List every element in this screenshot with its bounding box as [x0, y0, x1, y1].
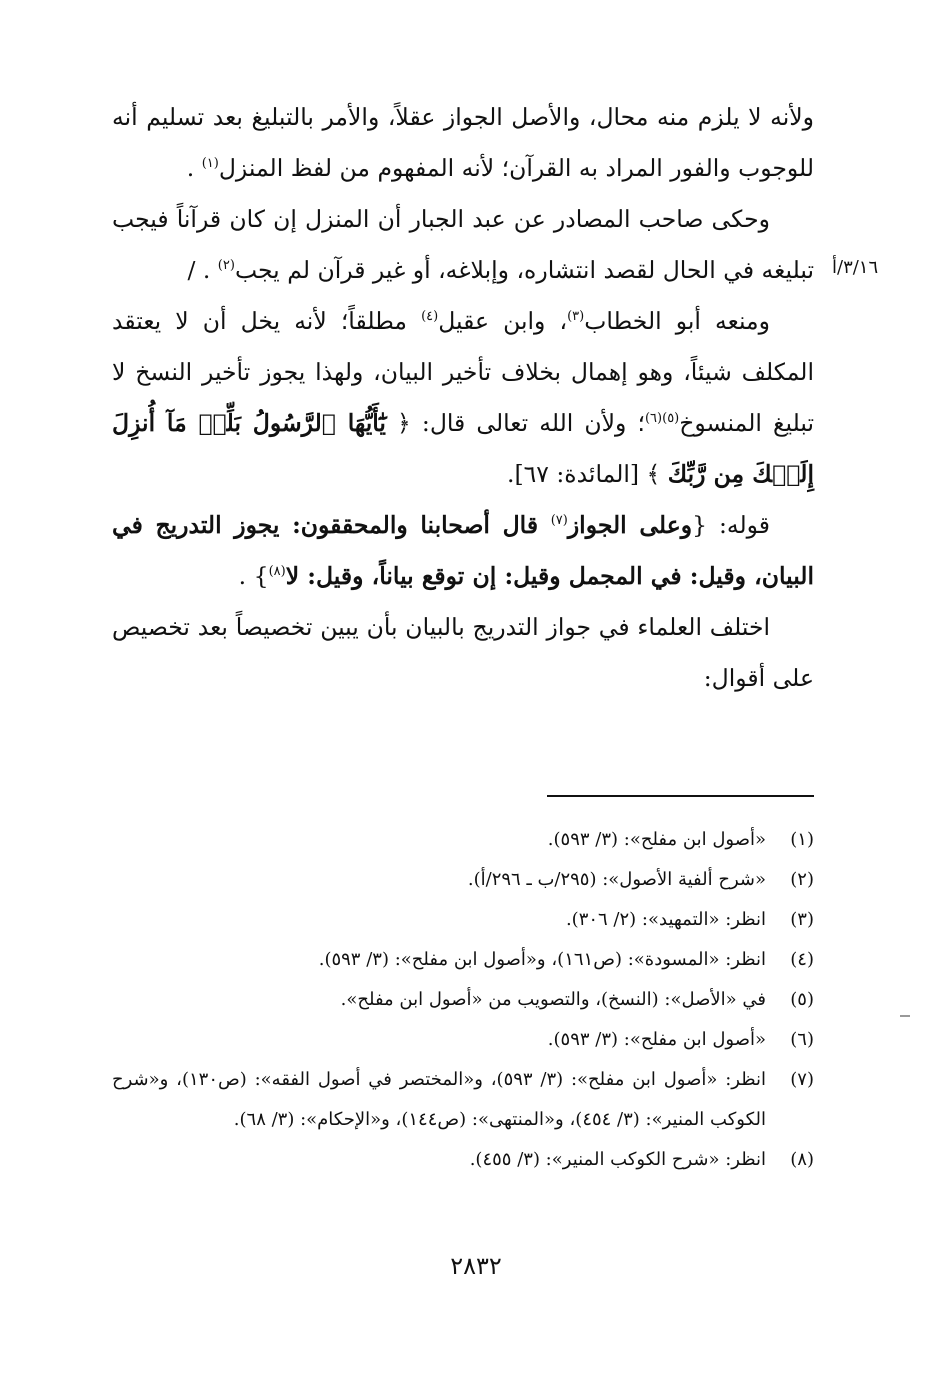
footnote-number: (١) [790, 829, 814, 850]
paragraph [112, 92, 814, 194]
footnote-reference: (٥)(٦) [644, 411, 680, 427]
paragraph-text: . [186, 154, 202, 182]
footnote-number: (٣) [790, 909, 814, 930]
footnote [112, 1060, 814, 1140]
paragraph-text: . / [187, 256, 218, 284]
paragraph-text: مطلقاً؛ لأنه يخل أن لا يعتقد المكلف شيئاً، وهو إهمال بخلاف تأخير البيان، ولهذا يجوز تأخير النسخ لا تبليغ المنسوخ [112, 307, 814, 437]
footnote-reference: (٨) [268, 564, 286, 580]
footnote-number: (٦) [790, 1029, 814, 1050]
footnote [112, 860, 814, 900]
footnote-number: (٤) [790, 949, 814, 970]
footnote-reference: (٣) [567, 309, 585, 325]
footnote-number: (٨) [790, 1149, 814, 1170]
footnote-text: انظر: «المسودة»: (ص١٦١)، و«أصول ابن مفلح»: (٣/ ٥٩٣). [318, 949, 766, 970]
page-number: ٢٨٣٢ [450, 1252, 502, 1280]
footnote-number: (٢) [790, 869, 814, 890]
paragraph [112, 500, 814, 602]
footnote [112, 1140, 814, 1180]
scan-speck [900, 1015, 910, 1017]
footnote [112, 820, 814, 860]
footnote-reference: (٢) [217, 258, 235, 274]
paragraph-text: ﴾ [المائدة: ٦٧]. [506, 460, 668, 488]
paragraph-text: ، وابن عقيل [438, 307, 568, 335]
footnote [112, 940, 814, 980]
footnote-separator-rule [547, 795, 814, 797]
footnote-text: في «الأصل»: (النسخ)، والتصويب من «أصول ابن مفلح». [340, 989, 766, 1010]
footnote-text: انظر: «أصول ابن مفلح»: (٣/ ٥٩٣)، و«المختصر في أصول الفقه»: (ص١٣٠)، و«شرح الكوكب المنير»: (٣/ ٤٥٤)، و«المنتهى»: (ص١٤٤)، و«الإحكام»: (٣/ ٦٨). [112, 1069, 766, 1130]
paragraph-text: اختلف العلماء في جواز التدريج بالبيان بأن يبين تخصيصاً بعد تخصيص على أقوال: [112, 613, 814, 692]
margin-folio-note: ٣/١٦/أ [832, 257, 879, 278]
footnote-text: انظر: «شرح الكوكب المنير»: (٣/ ٤٥٥). [469, 1149, 766, 1170]
quran-verse: يَٰٓأَيُّهَا ٱلرَّسُولُ بَلِّغۡ مَآ أُنزِلَ إِلَيۡكَ مِن رَّبِّكَ [112, 409, 814, 488]
footnote-text: «شرح ألفية الأصول»: (٢٩٥/ب ـ ٢٩٦/أ). [467, 869, 766, 890]
footnote-text: «أصول ابن مفلح»: (٣/ ٥٩٣). [547, 1029, 766, 1050]
footnote-text: انظر: «التمهيد»: (٢/ ٣٠٦). [565, 909, 766, 930]
paragraph-text: وحكى صاحب المصادر عن عبد الجبار أن المنزل إن كان قرآناً فيجب تبليغه في الحال لقصد انتشاره، وإبلاغه، أو غير قرآن لم يجب [112, 205, 814, 284]
paragraph [112, 194, 814, 296]
paragraph-text: ومنعه أبو الخطاب [584, 307, 770, 335]
paragraph-text: ولأنه لا يلزم منه محال، والأصل الجواز عقلاً، والأمر بالتبليغ بعد تسليم أنه للوجوب والفور المراد به القرآن؛ لأنه المفهوم من لفظ المنزل [112, 103, 814, 182]
footnote-number: (٥) [790, 989, 814, 1010]
paragraph-text: } . [238, 562, 269, 590]
footnote-reference: (٧) [550, 513, 568, 529]
footnotes-list [112, 820, 814, 1180]
footnote-reference: (٤) [421, 309, 439, 325]
paragraph-text: قوله: { [692, 511, 770, 539]
footnote-number: (٧) [790, 1069, 814, 1090]
footnote [112, 980, 814, 1020]
footnote-text: «أصول ابن مفلح»: (٣/ ٥٩٣). [547, 829, 766, 850]
paragraph-text: قال أصحابنا والمحققون: يجوز التدريج في البيان، وقيل: في المجمل وقيل: إن توقع بياناً، وقيل: لا [112, 511, 814, 590]
paragraph-text: وعلى الجواز [567, 511, 693, 539]
main-text [112, 92, 814, 704]
paragraph [112, 296, 814, 500]
footnote-reference: (١) [201, 156, 219, 172]
paragraph [112, 602, 814, 704]
footnote [112, 1020, 814, 1060]
footnote [112, 900, 814, 940]
paragraph-text: ؛ ولأن الله تعالى قال: ﴿ [385, 409, 645, 437]
